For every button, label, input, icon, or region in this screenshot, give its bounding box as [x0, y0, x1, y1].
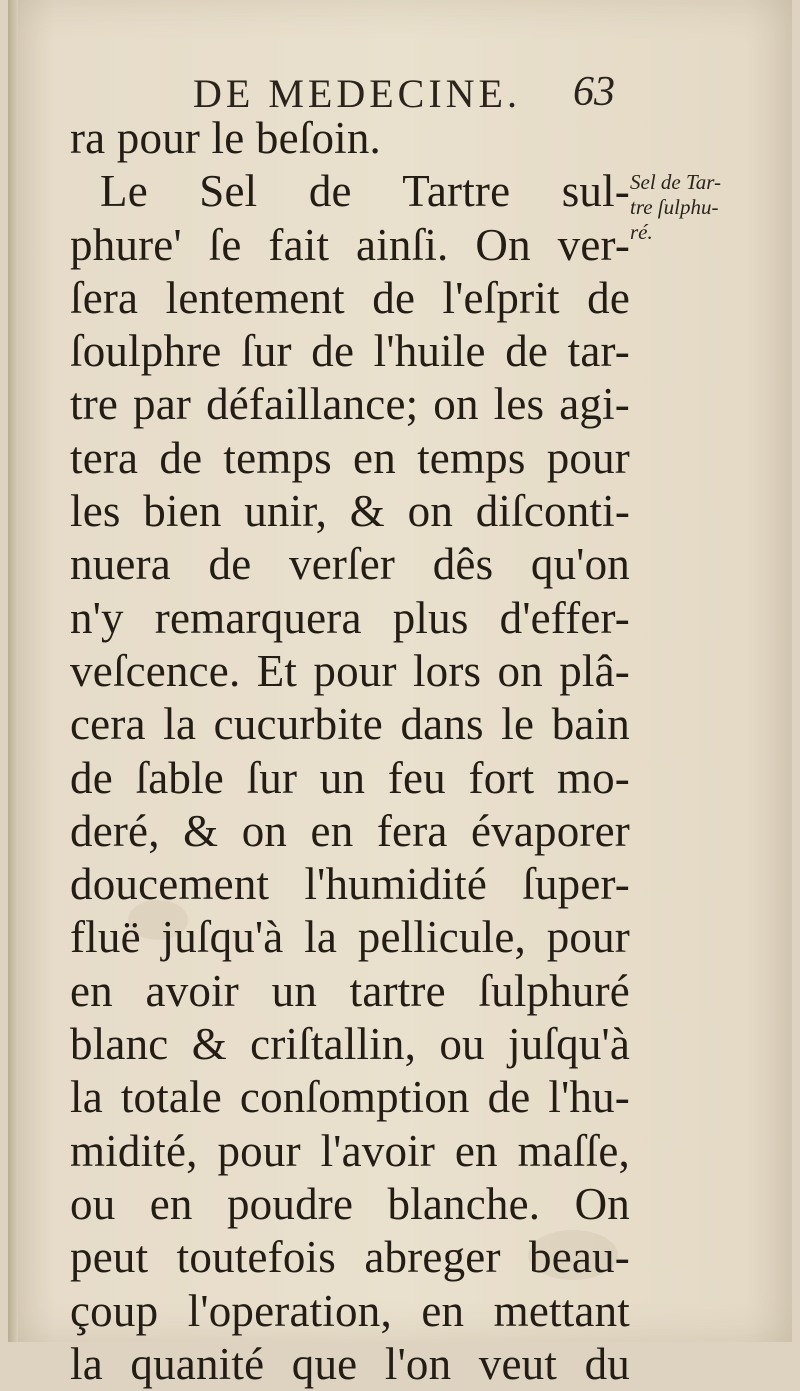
margin-note-line: ré.	[630, 220, 653, 244]
text-line: phure' ſe fait ainſi. On ver-	[70, 219, 630, 270]
text-line: la totale conſomption de l'hu-	[70, 1072, 630, 1123]
text-line: tera de temps en temps pour	[70, 432, 630, 483]
text-line: ou en poudre blanche. On	[70, 1178, 630, 1229]
text-line: ra pour le beſoin.	[70, 113, 381, 163]
text-line: les bien unir, & on diſconti-	[70, 486, 630, 537]
running-head: DE MEDECINE.	[193, 71, 521, 116]
book-page	[8, 0, 792, 1389]
body-text	[70, 112, 630, 1391]
margin-note	[630, 170, 790, 245]
text-line: Le Sel de Tartre sul-	[100, 166, 630, 217]
text-line: blanc & criſtallin, ou juſqu'à	[70, 1019, 630, 1070]
text-line: de ſable ſur un feu fort mo-	[70, 752, 630, 803]
page-edge	[8, 0, 18, 1342]
text-line: fluë juſqu'à la pellicule, pour	[70, 912, 630, 963]
text-line: çoup l'operation, en mettant	[70, 1285, 630, 1336]
text-line: nuera de verſer dês qu'on	[70, 539, 630, 590]
text-line: tre par défaillance; on les agi-	[70, 379, 630, 430]
text-line: n'y remarquera plus d'effer-	[70, 592, 630, 643]
page-number: 63	[573, 69, 615, 115]
text-line: veſcence. Et pour lors on plâ-	[70, 645, 630, 696]
text-line: ſoulphre ſur de l'huile de tar-	[70, 326, 630, 377]
text-line: doucement l'humidité ſuper-	[70, 859, 630, 910]
text-line: midité, pour l'avoir en maſſe,	[70, 1125, 630, 1176]
text-line: la quanité que l'on veut du	[70, 1338, 630, 1389]
margin-note-line: tre ſulphu-	[630, 195, 719, 219]
text-line: ſera lentement de l'eſprit de	[70, 272, 630, 323]
text-line: cera la cucurbite dans le bain	[70, 699, 630, 750]
margin-note-line: Sel de Tar-	[630, 170, 721, 194]
text-line: en avoir un tartre ſulphuré	[70, 965, 630, 1016]
text-line: peut toutefois abreger beau-	[70, 1232, 630, 1283]
text-line: deré, & on en fera évaporer	[70, 805, 630, 856]
